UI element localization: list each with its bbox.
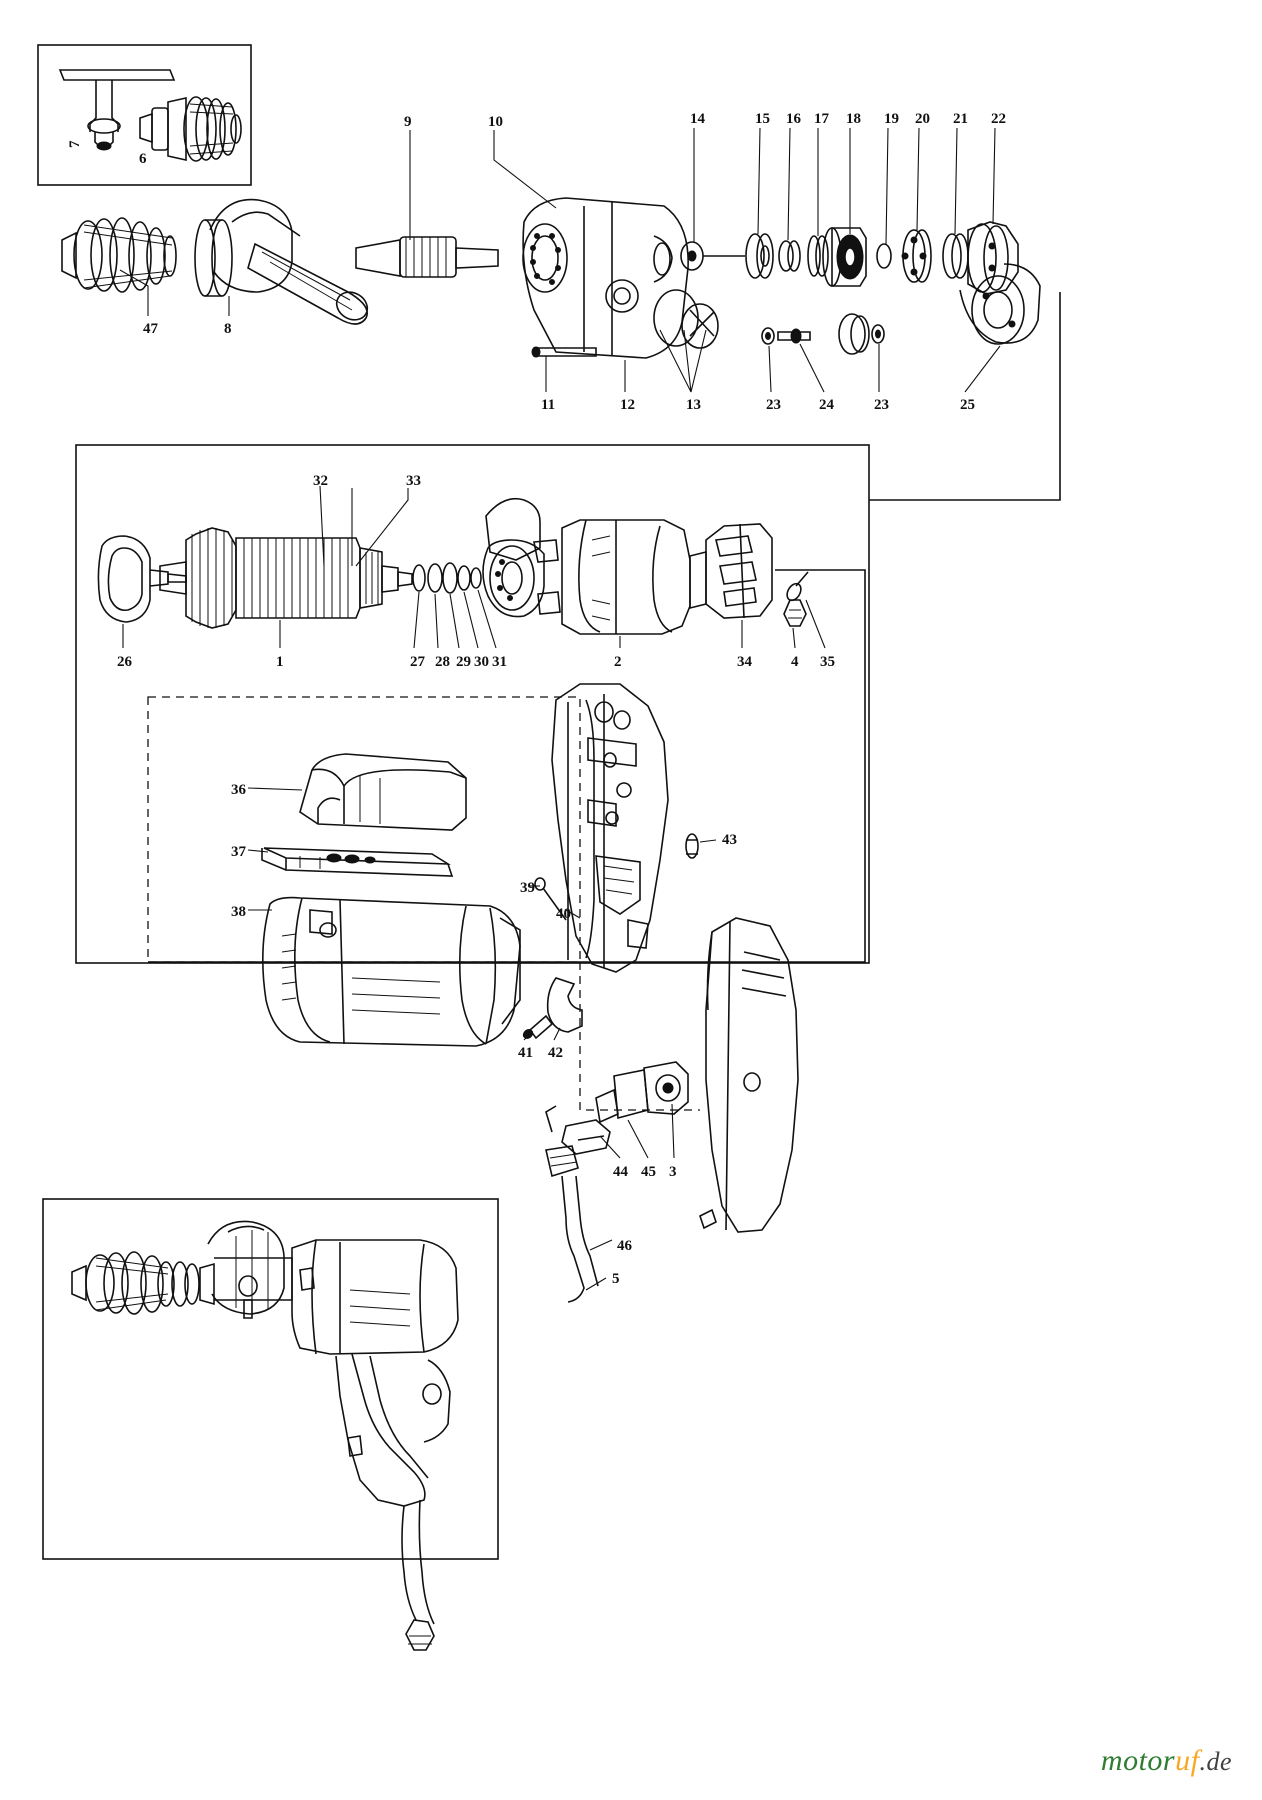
callout-28: 28 bbox=[435, 654, 450, 670]
end-cap-26-group bbox=[98, 536, 186, 622]
chuck-key-group bbox=[60, 70, 174, 150]
callout-32: 32 bbox=[313, 473, 328, 489]
internal-parts-group bbox=[522, 834, 698, 1302]
watermark bbox=[1101, 1744, 1232, 1778]
washers-27-31-group bbox=[413, 563, 481, 593]
callout-27: 27 bbox=[410, 654, 425, 670]
callout-39: 39 bbox=[520, 880, 535, 896]
watermark-part1: motor bbox=[1100, 1744, 1176, 1777]
callout-37: 37 bbox=[231, 844, 246, 860]
assembled-drill-group bbox=[72, 1221, 458, 1650]
callout-44: 44 bbox=[613, 1164, 628, 1180]
callout-42: 42 bbox=[548, 1045, 563, 1061]
callout-46: 46 bbox=[617, 1238, 632, 1254]
shaft-parts-group bbox=[681, 222, 1040, 344]
spindle-group bbox=[356, 237, 498, 277]
callout-16: 16 bbox=[786, 111, 801, 127]
callout-1: 1 bbox=[276, 654, 284, 670]
callout-22: 22 bbox=[991, 111, 1006, 127]
callout-4: 4 bbox=[791, 654, 799, 670]
callout-11: 11 bbox=[541, 397, 556, 413]
callout-21: 21 bbox=[953, 111, 968, 127]
nameplate-37-group bbox=[262, 848, 452, 876]
callout-41: 41 bbox=[518, 1045, 533, 1061]
gearcase-group bbox=[523, 198, 718, 358]
callout-6: 6 bbox=[139, 151, 147, 167]
callout-12: 12 bbox=[620, 397, 635, 413]
callout-19: 19 bbox=[884, 111, 899, 127]
callout-47: 47 bbox=[143, 321, 158, 337]
callout-23b: 23 bbox=[874, 397, 889, 413]
callout-31: 31 bbox=[492, 654, 507, 670]
brush-cap-group bbox=[784, 572, 808, 626]
chuck-inset-group bbox=[140, 97, 241, 161]
small-shaft-parts-group bbox=[762, 314, 884, 354]
callout-3: 3 bbox=[669, 1164, 677, 1180]
callout-17: 17 bbox=[814, 111, 829, 127]
chuck-47-group bbox=[62, 218, 176, 292]
callout-15: 15 bbox=[755, 111, 770, 127]
callout-29: 29 bbox=[456, 654, 471, 670]
callout-14: 14 bbox=[690, 111, 705, 127]
callout-25: 25 bbox=[960, 397, 975, 413]
callout-26: 26 bbox=[117, 654, 132, 670]
field-stator-2-group bbox=[562, 520, 706, 634]
callout-35: 35 bbox=[820, 654, 835, 670]
housing-left-half-group bbox=[552, 684, 668, 972]
callout-9: 9 bbox=[404, 114, 412, 130]
callout-38: 38 bbox=[231, 904, 246, 920]
side-handle-group bbox=[210, 200, 372, 326]
callout-10: 10 bbox=[488, 114, 503, 130]
callout-36: 36 bbox=[231, 782, 246, 798]
callout-24: 24 bbox=[819, 397, 834, 413]
cover-36-group bbox=[300, 754, 466, 830]
leaders-row4 bbox=[524, 840, 716, 1290]
watermark-part3: .de bbox=[1199, 1747, 1232, 1776]
callout-8: 8 bbox=[224, 321, 232, 337]
callout-13: 13 bbox=[686, 397, 701, 413]
callout-7: 7 bbox=[67, 140, 83, 148]
callout-34: 34 bbox=[737, 654, 752, 670]
brush-holder-34-group bbox=[706, 524, 772, 618]
callout-23a: 23 bbox=[766, 397, 781, 413]
callout-40: 40 bbox=[556, 906, 571, 922]
fan-baffle-group bbox=[483, 499, 560, 617]
motor-housing-38-group bbox=[263, 898, 520, 1046]
callout-33: 33 bbox=[406, 473, 421, 489]
callout-30: 30 bbox=[474, 654, 489, 670]
callout-45: 45 bbox=[641, 1164, 656, 1180]
callout-5: 5 bbox=[612, 1271, 620, 1287]
housing-right-half-group bbox=[700, 918, 798, 1232]
watermark-part2: uf bbox=[1175, 1744, 1200, 1777]
callout-18: 18 bbox=[846, 111, 861, 127]
callout-2: 2 bbox=[614, 654, 622, 670]
callout-43: 43 bbox=[722, 832, 737, 848]
callout-20: 20 bbox=[915, 111, 930, 127]
